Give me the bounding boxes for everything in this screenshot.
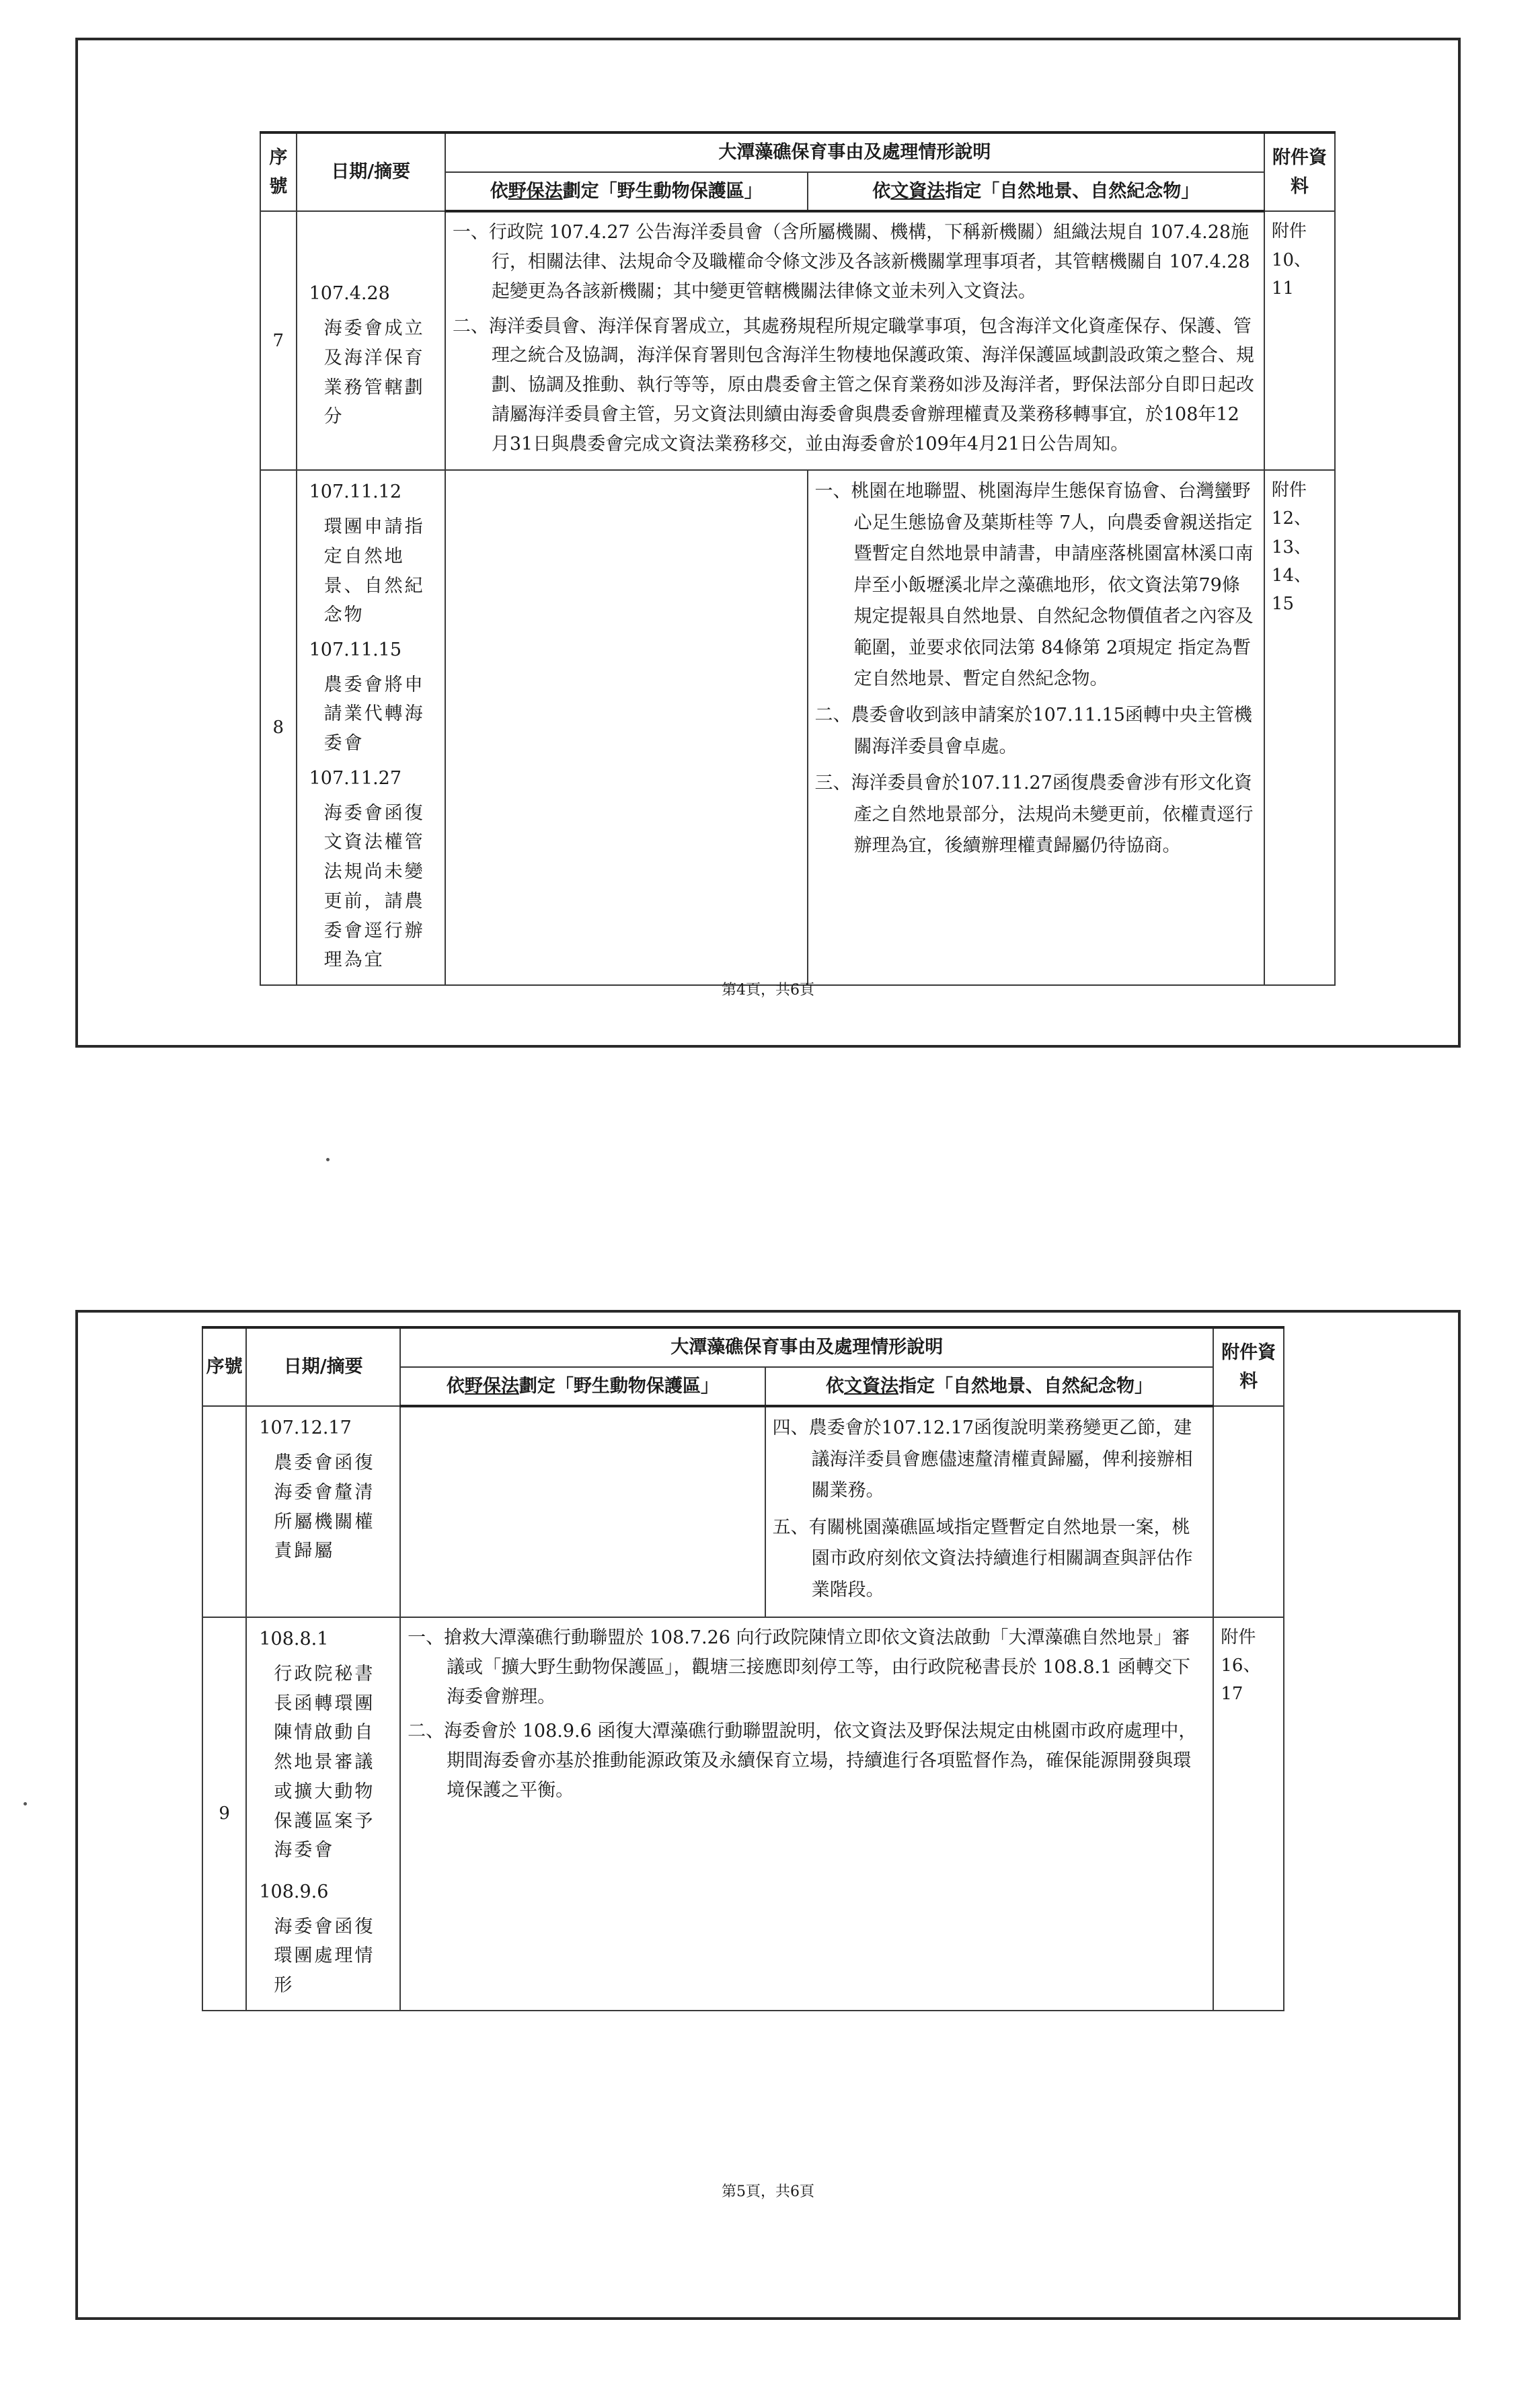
description-list [773, 1413, 1206, 1606]
description-list [453, 218, 1257, 459]
row-date: 107.11.27 [309, 767, 402, 789]
description-list [408, 1623, 1206, 1805]
wildlife-protection-header [445, 172, 808, 212]
seq-header: 序號 [202, 1327, 246, 1406]
attachment-cell: 附件12、13、14、15 [1264, 470, 1335, 985]
wildlife-law: 野保法 [508, 180, 563, 202]
row-summary: 行政院秘書長函轉環團陳情啟動自然地景審議或擴大動物保護區案予海委會 [274, 1663, 375, 1861]
row-date: 108.9.6 [259, 1881, 329, 1902]
list-item: 三、海洋委員會於107.11.27函復農委會涉有形文化資產之自然地景部分，法規尚未變更前，依權責逕行辦理為宜，後續辦理權責歸屬仍待協商。 [814, 773, 1254, 857]
culture-suffix: 指定「自然地景、自然紀念物」 [898, 1375, 1153, 1397]
records-table-page-5 [202, 1326, 1284, 2011]
list-item: 二、海委會於 108.9.6 函復大潭藻礁行動聯盟說明，依文資法及野保法規定由桃園市政府處理中，期間海委會亦基於推動能源政策及永續保育立場，持續進行各項監督作為，確保能源開發與環境保護之平衡。 [408, 1721, 1197, 1801]
wildlife-suffix: 劃定「野生動物保護區」 [562, 180, 763, 202]
list-item: 四、農委會於107.12.17函復說明業務變更乙節，建議海洋委員會應儘速釐清權責歸屬，俾利接辦相關業務。 [772, 1417, 1193, 1502]
row-date: 107.11.12 [309, 481, 402, 503]
table-row [202, 1617, 1284, 2011]
culture-suffix: 指定「自然地景、自然紀念物」 [945, 180, 1200, 202]
wildlife-protection-header [400, 1367, 765, 1407]
merged-description-cell [400, 1617, 1213, 2011]
scan-speck [326, 1158, 330, 1161]
list-item: 二、農委會收到該申請案於107.11.15函轉中央主管機關海洋委員會卓處。 [814, 705, 1252, 757]
list-item: 一、搶救大潭藻礁行動聯盟於 108.7.26 向行政院陳情立即依文資法啟動「大潭藻礁自然地景」審議或「擴大野生動物保護區」，觀塘三接應即刻停工等，由行政院秘書長於 108.8.1 函轉交下海委會辦理。 [408, 1627, 1190, 1707]
table-header-row [260, 132, 1335, 172]
date-summary-cell [297, 470, 445, 985]
cultural-heritage-cell [808, 470, 1264, 985]
row-number: 9 [202, 1617, 246, 2011]
date-summary-cell [297, 211, 445, 470]
page-number-footer: 第5頁，共6頁 [722, 2183, 814, 2200]
wildlife-suffix: 劃定「野生動物保護區」 [519, 1375, 719, 1397]
cultural-heritage-header [765, 1367, 1214, 1407]
document-page-5 [75, 1310, 1461, 2320]
seq-header: 序號 [260, 132, 297, 211]
attachment-cell [1213, 1406, 1284, 1617]
main-header: 大潭藻礁保育事由及處理情形說明 [445, 132, 1264, 172]
page-number-footer: 第4頁，共6頁 [722, 982, 814, 999]
attachment-cell: 附件16、17 [1213, 1617, 1284, 2011]
row-summary: 環團申請指定自然地景、自然紀念物 [323, 516, 425, 626]
cultural-heritage-cell [765, 1406, 1214, 1617]
row-number: 7 [260, 211, 297, 470]
scan-speck [24, 1802, 27, 1805]
row-date: 107.4.28 [309, 283, 390, 305]
list-item: 一、行政院 107.4.27 公告海洋委員會（含所屬機關、機構，下稱新機關）組織法規自 107.4.28施行，相關法律、法規命令及職權命令條文涉及各該新機關掌理事項者，其管轄機關自 107.4.28起變更為各該新機關；其中變更管轄機關法律條文並未列入文資法。 [452, 222, 1250, 302]
cultural-heritage-header [808, 172, 1264, 212]
wildlife-prefix: 依 [490, 180, 508, 202]
row-number [202, 1406, 246, 1617]
row-summary: 海委會函復環團處理情形 [274, 1916, 375, 1996]
row-summary: 海委會函復文資法權管法規尚未變更前，請農委會逕行辦理為宜 [323, 802, 425, 971]
date-summary-header: 日期/摘要 [246, 1327, 400, 1406]
merged-description-cell [445, 211, 1264, 470]
wildlife-law: 野保法 [464, 1375, 519, 1397]
culture-law: 文資法 [844, 1375, 899, 1397]
culture-law: 文資法 [890, 180, 946, 202]
date-summary-cell [246, 1406, 400, 1617]
list-item: 一、桃園在地聯盟、桃園海岸生態保育協會、台灣蠻野心足生態協會及葉斯桂等 7人，向農委會親送指定暨暫定自然地景申請書，申請座落桃園富林溪口南岸至小飯壢溪北岸之藻礁地形，依文資法第79條規定提報具自然地景、自然紀念物價值者之內容及範圍，並要求依同法第 84條第 2項規定 指定為暫定自然地景、暫定自然紀念物。 [814, 481, 1254, 689]
attachment-header: 附件資料 [1213, 1327, 1284, 1406]
records-table-page-4 [260, 131, 1336, 986]
culture-prefix: 依 [872, 180, 891, 202]
row-number: 8 [260, 470, 297, 985]
date-summary-header: 日期/摘要 [297, 132, 445, 211]
row-summary: 海委會成立及海洋保育業務管轄劃分 [323, 318, 425, 428]
attachment-cell: 附件10、11 [1264, 211, 1335, 470]
row-date: 107.12.17 [259, 1417, 352, 1439]
wildlife-protection-cell [445, 470, 808, 985]
row-date: 107.11.15 [309, 639, 402, 661]
table-row [202, 1406, 1284, 1617]
table-row [260, 211, 1335, 470]
wildlife-prefix: 依 [446, 1375, 465, 1397]
row-summary: 農委會將申請業代轉海委會 [323, 674, 425, 754]
document-page-4 [75, 38, 1461, 1048]
list-item: 五、有關桃園藻礁區域指定暨暫定自然地景一案，桃園市政府刻依文資法持續進行相關調查與評估作業階段。 [772, 1516, 1193, 1600]
main-header: 大潭藻礁保育事由及處理情形說明 [400, 1327, 1213, 1367]
description-list [815, 476, 1257, 861]
culture-prefix: 依 [826, 1375, 845, 1397]
table-header-row [202, 1327, 1284, 1367]
attachment-header: 附件資料 [1264, 132, 1335, 211]
wildlife-protection-cell [400, 1406, 765, 1617]
row-date: 108.8.1 [259, 1629, 329, 1650]
date-summary-cell [246, 1617, 400, 2011]
list-item: 二、海洋委員會、海洋保育署成立，其處務規程所規定職掌事項，包含海洋文化資產保存、保護、管理之統合及協調，海洋保育署則包含海洋生物棲地保護政策、海洋保護區域劃設政策之整合、規劃、協調及推動、執行等等，原由農委會主管之保育業務如涉及海洋者，野保法部分自即日起改請屬海洋委員會主管，另文資法則續由海委會與農委會辦理權責及業務移轉事宜，於108年12月31日與農委會完成文資法業務移交，並由海委會於109年4月21日公告周知。 [452, 315, 1254, 455]
row-summary: 農委會函復海委會釐清所屬機關權責歸屬 [274, 1452, 375, 1562]
table-row [260, 470, 1335, 985]
